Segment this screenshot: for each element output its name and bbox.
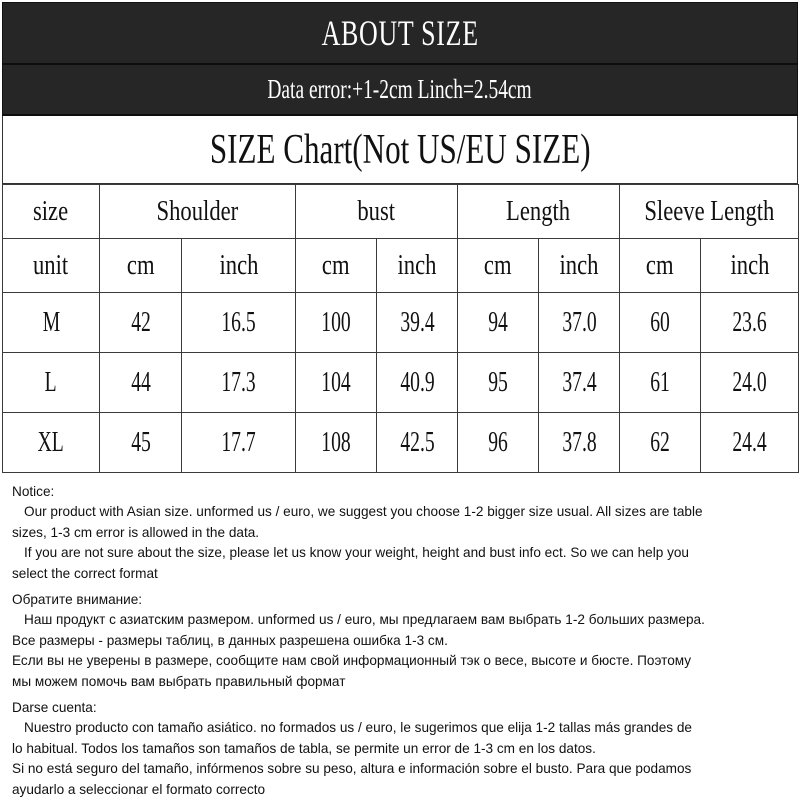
notice-text: Si no está seguro del tamaño, infórmenos sobre su peso, altura e información sobre el busto. Para que podamos	[12, 761, 692, 777]
table-cell: 37.8	[539, 413, 620, 473]
table-cell: 37.0	[539, 293, 620, 353]
notice-text: select the correct format	[12, 565, 158, 581]
group-header-row	[3, 185, 799, 239]
table-row-xl	[3, 413, 799, 473]
notice-heading: Notice:	[12, 484, 55, 499]
table-cell: 40.9	[377, 353, 458, 413]
table-row-m	[3, 293, 799, 353]
table-cell: 24.4	[701, 413, 799, 473]
notice-heading: Обратите внимание:	[12, 592, 143, 608]
table-cell: 62	[620, 413, 701, 473]
table-cell: 17.7	[182, 413, 296, 473]
table-cell: 61	[620, 353, 701, 413]
table-cell: 16.5	[182, 293, 296, 353]
unit-cell: cm	[620, 239, 701, 293]
data-error-banner	[2, 63, 798, 116]
notice-text: ayudarlo a seleccionar el formato correcto	[12, 781, 266, 797]
notice-text: мы можем помочь вам выбрать правильный формат	[12, 673, 346, 689]
table-cell: 44	[100, 353, 182, 413]
unit-cell: inch	[377, 239, 458, 293]
table-cell: 94	[458, 293, 539, 353]
size-label: M	[3, 293, 100, 353]
about-size-title: ABOUT SIZE	[321, 13, 479, 53]
table-cell: 60	[620, 293, 701, 353]
unit-cell: cm	[458, 239, 539, 293]
notices	[12, 482, 798, 806]
unit-cell: inch	[539, 239, 620, 293]
notice-text: lo habitual. Todos los tamaños son tamaños de tabla, se permite un error de 1-3 cm en los datos.	[12, 740, 596, 756]
table-cell: 37.4	[539, 353, 620, 413]
size-guide	[2, 2, 798, 473]
notice-text: Все размеры - размеры таблиц, в данных разрешена ошибка 1-3 см.	[12, 632, 448, 648]
unit-cell: cm	[296, 239, 377, 293]
shoulder-header: Shoulder	[100, 185, 296, 239]
size-label: L	[3, 353, 100, 413]
notice-text: sizes, 1-3 cm error is allowed in the data.	[12, 524, 260, 540]
notice-english	[12, 482, 798, 584]
data-error-note: Data error:+1-2cm Linch=2.54cm	[267, 74, 533, 104]
notice-spanish	[12, 698, 798, 800]
size-chart-title-row	[2, 116, 798, 184]
size-table	[2, 184, 799, 473]
table-cell: 96	[458, 413, 539, 473]
notice-text: Если вы не уверены в размере, сообщите нам свой информационный тэк о весе, высоте и бюсте. Поэтому	[12, 653, 692, 669]
table-cell: 45	[100, 413, 182, 473]
unit-cell: cm	[100, 239, 182, 293]
notice-text: Nuestro producto con tamaño asiático. no formados us / euro, le sugerimos que elija 1-2 tallas más grandes de	[24, 720, 692, 736]
table-cell: 24.0	[701, 353, 799, 413]
size-header: size	[3, 185, 100, 239]
about-size-banner	[2, 2, 798, 63]
unit-label: unit	[3, 239, 100, 293]
notice-text: If you are not sure about the size, please let us know your weight, height and bust info ect. So we can help you	[24, 545, 689, 561]
sleeve-length-header: Sleeve Length	[620, 185, 799, 239]
table-cell: 95	[458, 353, 539, 413]
unit-header-row	[3, 239, 799, 293]
table-cell: 42.5	[377, 413, 458, 473]
notice-text: Our product with Asian size. unformed us / euro, we suggest you choose 1-2 bigger size usual. All sizes are table	[24, 504, 703, 520]
notice-heading: Darse cuenta:	[12, 700, 97, 716]
table-cell: 17.3	[182, 353, 296, 413]
size-chart-title: SIZE Chart(Not US/EU SIZE)	[209, 126, 591, 173]
table-cell: 39.4	[377, 293, 458, 353]
table-row-l	[3, 353, 799, 413]
bust-header: bust	[296, 185, 458, 239]
notice-russian	[12, 590, 798, 692]
table-cell: 100	[296, 293, 377, 353]
size-label: XL	[3, 413, 100, 473]
unit-cell: inch	[182, 239, 296, 293]
table-cell: 42	[100, 293, 182, 353]
table-cell: 108	[296, 413, 377, 473]
table-cell: 104	[296, 353, 377, 413]
table-cell: 23.6	[701, 293, 799, 353]
unit-cell: inch	[701, 239, 799, 293]
notice-text: Наш продукт с азиатским размером. unformed us / euro, мы предлагаем вам выбрать 1-2 больших размера.	[24, 612, 705, 628]
length-header: Length	[458, 185, 620, 239]
